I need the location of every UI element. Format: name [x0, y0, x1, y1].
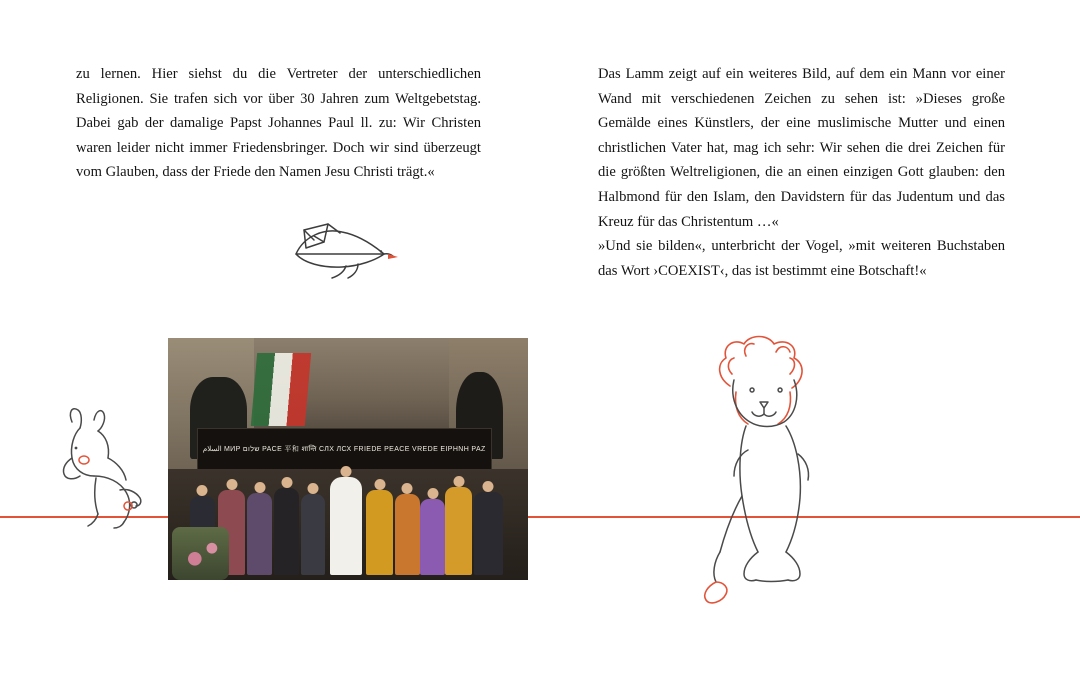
photo-figure-head: [254, 482, 265, 493]
lion-icon: [686, 330, 852, 610]
dove-icon: [284, 214, 402, 284]
photo-figure: [395, 494, 420, 575]
photo-figure: [301, 494, 324, 575]
peace-word: ЕІРНNН: [440, 445, 470, 453]
photo-figure-head: [374, 479, 385, 490]
photo-flower-bush: [172, 527, 230, 580]
photo-figure: [420, 499, 445, 576]
photo-figure: [474, 492, 503, 575]
photo-figure: [247, 493, 272, 575]
peace-word: PAZ: [471, 445, 486, 453]
photo-figure-head: [341, 466, 352, 477]
peace-word: VREDE: [412, 445, 439, 453]
photo-figure-head: [281, 477, 292, 488]
red-horizontal-rule: [0, 516, 1080, 518]
left-column-paragraph: zu lernen. Hier siehst du die Vertreter der unterschiedlichen Religionen. Sie trafen sich vor über 30 Jahren zum Weltgebetstag. Dabei gab der damalige Papst Johannes Paul ll. zu: Wir Christen waren leider nicht immer Friedensbringer. Doch wir sind überzeugt vom Glauben, dass der Friede den Namen Jesu Christi trägt.«: [76, 66, 481, 181]
photo-figure: [445, 487, 472, 575]
photo-figure: [274, 488, 299, 575]
photo-figure-head: [483, 481, 494, 492]
right-column-paragraph-2: »Und sie bilden«, unterbricht der Vogel, »mit weiteren Buchstaben das Wort ›COEXIST‹, das ist bestimmt eine Botschaft!«: [598, 238, 1005, 279]
photo-figure-head: [453, 476, 464, 487]
peace-word: ЛСХ: [336, 445, 352, 453]
right-column-paragraph-1: Das Lamm zeigt auf ein weiteres Bild, auf dem ein Mann vor einer Wand mit verschiedenen Zeichen zu sehen ist: »Dieses große Gemälde eines Künstlers, der eine muslimische Mutter und einen christlichen Vater hat, mag ich sehr: Wir sehen die drei Zeichen für die größten Weltreligionen, die an einen einzigen Gott glauben: den Halbmond für den Islam, den Davidstern für das Judentum und das Kreuz für das Christentum …«: [598, 66, 1005, 230]
peace-word: FRIEDE: [353, 445, 382, 453]
photo-figure-head: [226, 479, 237, 490]
photo-figure-pope: [330, 477, 362, 575]
photo-figure-head: [197, 485, 208, 496]
photo-italian-flag: [251, 353, 311, 426]
photo-figure: [366, 490, 393, 575]
photo-interfaith-gathering: [168, 338, 528, 580]
peace-word: السلام: [202, 445, 222, 453]
photo-peace-board: [197, 428, 492, 472]
peace-word: СЛХ: [318, 445, 335, 453]
left-text-column: [76, 62, 481, 185]
peace-word: שלום: [242, 445, 260, 453]
photo-figure-head: [427, 488, 438, 499]
photo-figure-head: [402, 483, 413, 494]
peace-word: PEACE: [384, 445, 410, 453]
peace-word: 平和: [284, 445, 300, 453]
peace-word: МИР: [223, 445, 241, 453]
donkey-icon: [36, 404, 154, 532]
photo-peace-words: [198, 429, 491, 471]
peace-word: शान्ति: [301, 445, 317, 453]
peace-word: PACE: [262, 445, 283, 453]
photo-figure-head: [307, 483, 318, 494]
right-text-column: [598, 62, 1005, 283]
